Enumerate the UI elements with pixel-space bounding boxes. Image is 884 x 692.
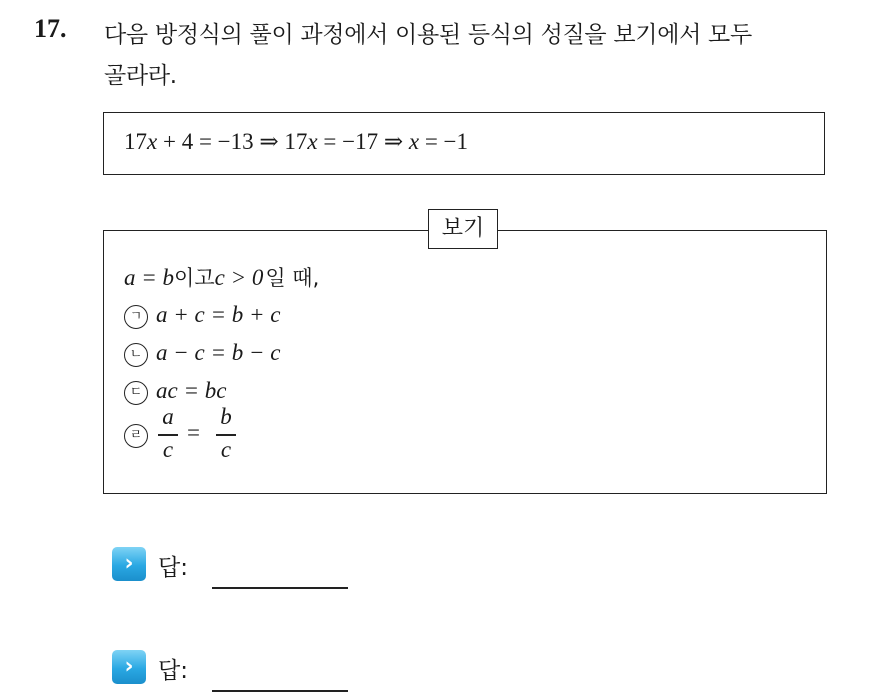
arrow-right-icon: ›: [112, 547, 146, 581]
arrow-right-icon: ›: [112, 650, 146, 684]
bogi-label: 보기: [428, 209, 498, 249]
answer-row-2: [112, 650, 352, 690]
bogi-item-3: ㄷ ac = bc: [124, 378, 226, 405]
question-text-line1: 다음 방정식의 풀이 과정에서 이용된 등식의 성질을 보기에서 모두: [104, 22, 752, 48]
answer-blank[interactable]: [212, 587, 348, 589]
bogi-item-1: ㄱ a + c = b + c: [124, 302, 280, 329]
answer-label: 답:: [158, 555, 188, 581]
bogi-item-2: ㄴ a − c = b − c: [124, 340, 280, 367]
circled-marker: ㄹ: [124, 424, 148, 448]
circled-marker: ㄷ: [124, 381, 148, 405]
answer-row-1: [112, 547, 352, 587]
bogi-condition: a = b이고c > 0일 때,: [124, 265, 320, 290]
question-number: 17.: [34, 14, 67, 43]
equation: 17x + 4 = −13 ⇒ 17x = −17 ⇒ x = −1: [124, 129, 469, 154]
equation-box: [103, 112, 825, 175]
circled-marker: ㄱ: [124, 305, 148, 329]
equals-sign: =: [187, 420, 200, 445]
answer-blank[interactable]: [212, 690, 348, 692]
circled-marker: ㄴ: [124, 343, 148, 367]
answer-label: 답:: [158, 658, 188, 684]
question-text-line2: 골라라.: [104, 63, 177, 89]
